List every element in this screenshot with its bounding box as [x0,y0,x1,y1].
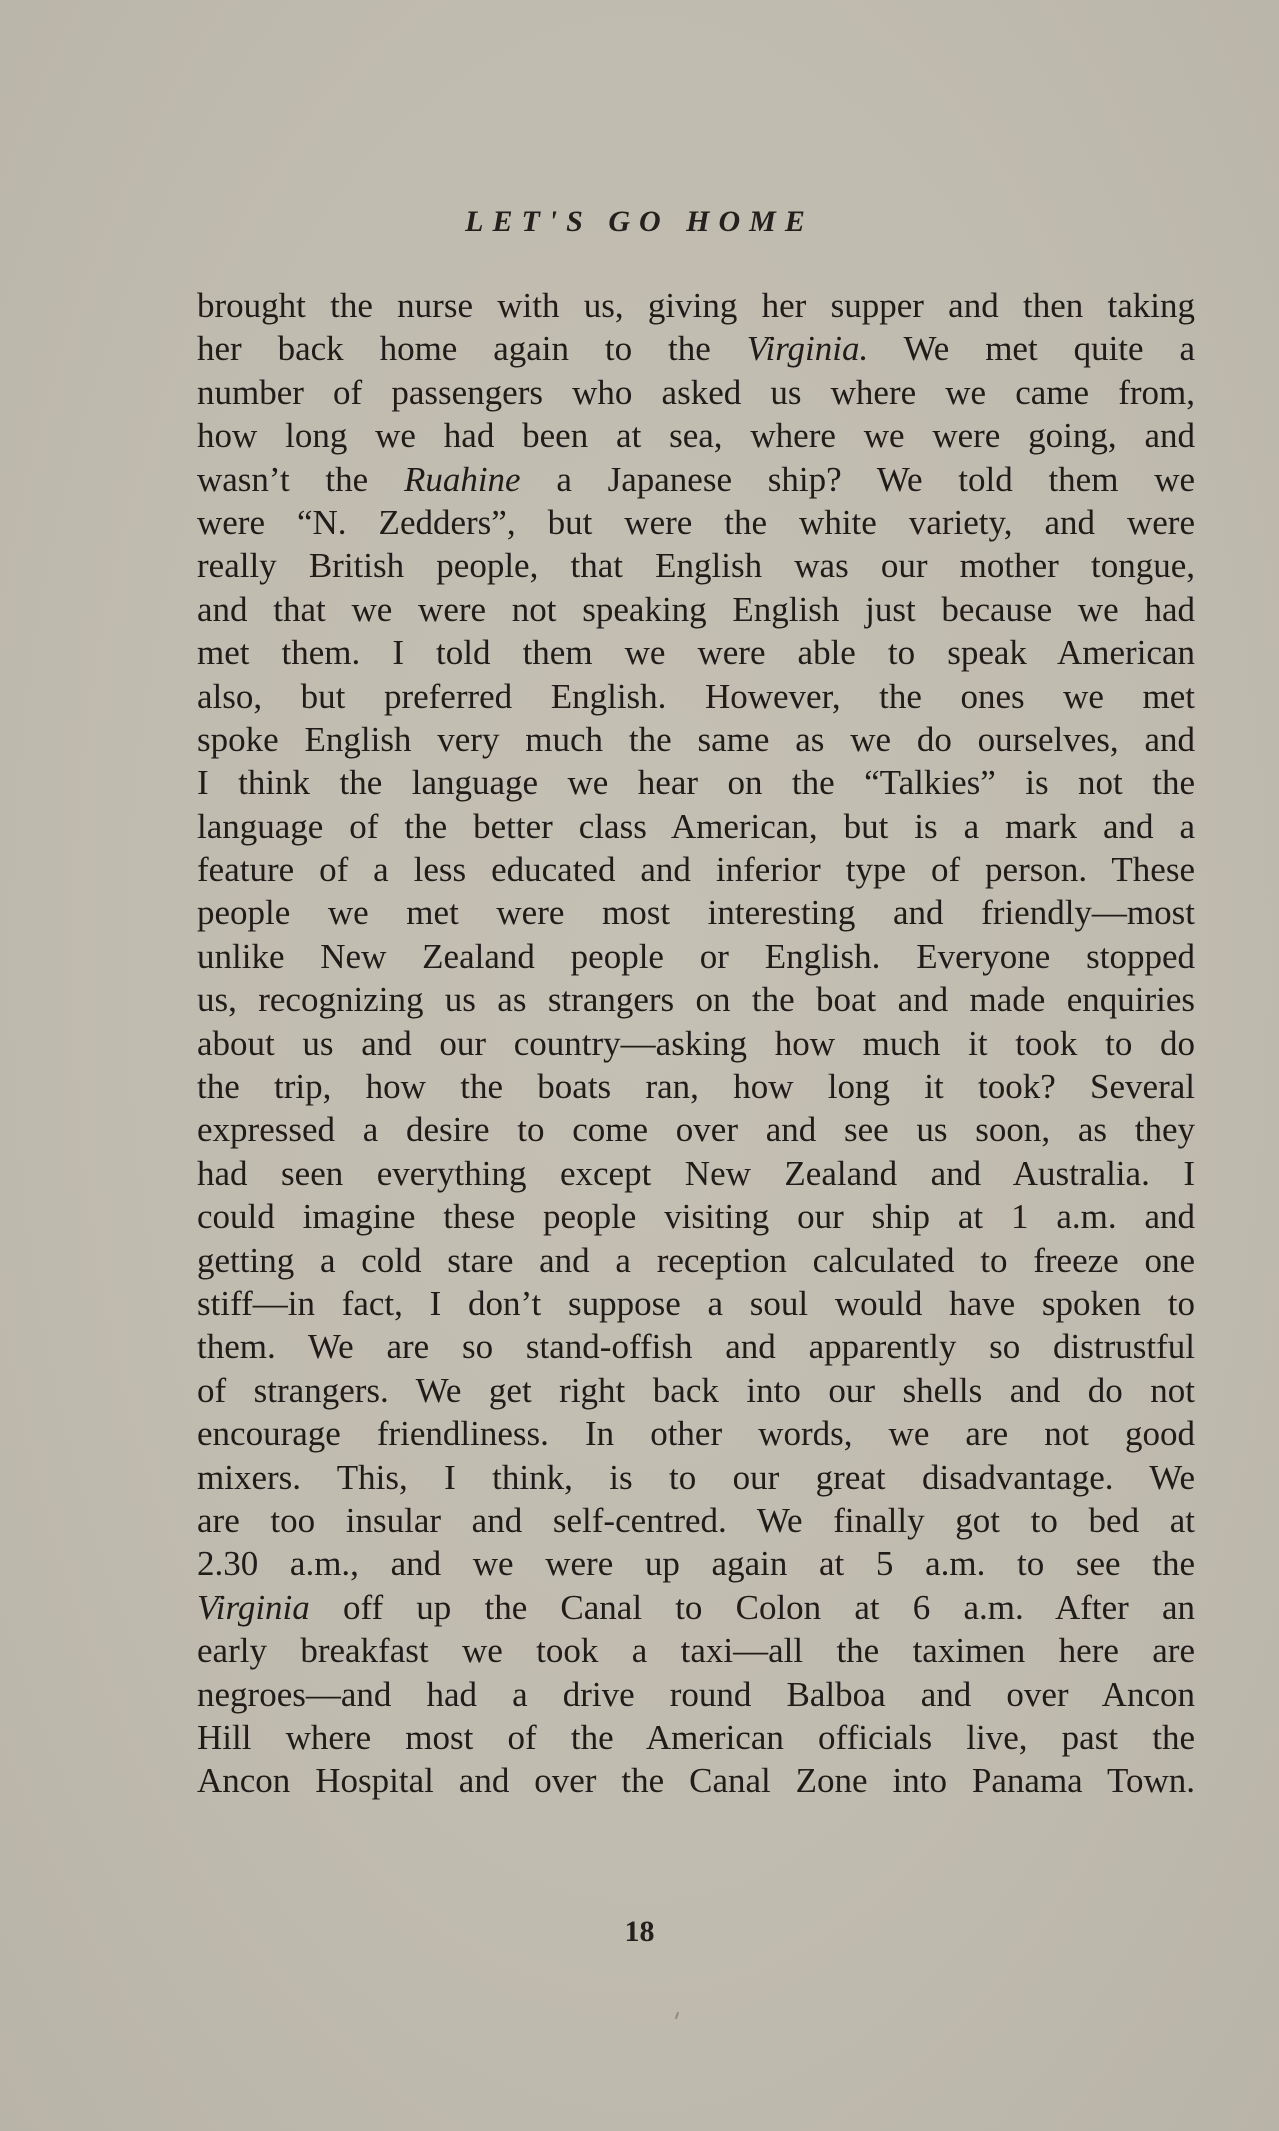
text-line [197,718,1195,761]
text-line [197,284,1195,327]
text-line [197,848,1195,891]
text-segment: met them. I told them we were able to speak American [197,633,1195,673]
text-segment: stiff—in fact, I don’t suppose a soul would have spoken to [197,1283,1195,1323]
text-segment: mixers. This, I think, is to our great disadvantage. We [197,1457,1195,1497]
text-segment: feature of a less educated and inferior type of person. These [197,850,1195,890]
text-line [197,1759,1195,1802]
text-line [197,544,1195,587]
text-line [197,935,1195,978]
text-line [197,588,1195,631]
text-segment: really British people, that English was our mother tongue, [197,546,1195,586]
text-line [197,458,1195,501]
text-line [197,978,1195,1021]
text-line [197,1152,1195,1195]
text-line [197,1412,1195,1455]
text-segment: expressed a desire to come over and see us soon, as they [197,1110,1195,1150]
text-line [197,1195,1195,1238]
text-segment: people we met were most interesting and friendly—most [197,893,1195,933]
body-text [197,284,1195,1803]
text-segment: I think the language we hear on the “Talkies” is not the [197,763,1195,803]
text-line [197,631,1195,674]
text-segment: language of the better class American, but is a mark and a [197,806,1195,846]
text-segment: her back home again to the [197,329,747,369]
text-line [197,1542,1195,1585]
text-segment: getting a cold stare and a reception calculated to freeze one [197,1240,1195,1280]
text-line [197,1065,1195,1108]
text-line [197,1325,1195,1368]
text-line [197,675,1195,718]
text-segment: wasn’t the [197,459,404,499]
text-segment: number of passengers who asked us where we came from, [197,372,1195,412]
text-line [197,414,1195,457]
text-line [197,1282,1195,1325]
text-segment: how long we had been at sea, where we were going, and [197,416,1195,456]
text-segment: a Japanese ship? We told them we [520,459,1195,499]
text-line [197,1673,1195,1716]
text-segment: early breakfast we took a taxi—all the taximen here are [197,1631,1195,1671]
text-line [197,1499,1195,1542]
text-line [197,501,1195,544]
text-segment: about us and our country—asking how much it took to do [197,1023,1195,1063]
text-line [197,891,1195,934]
text-segment: brought the nurse with us, giving her supper and then taking [197,286,1195,325]
text-line [197,327,1195,370]
text-segment: unlike New Zealand people or English. Everyone stopped [197,936,1195,976]
text-segment: are too insular and self-centred. We finally got to bed at [197,1500,1195,1540]
text-segment: spoke English very much the same as we do ourselves, and [197,719,1195,759]
text-line [197,1022,1195,1065]
text-line [197,1456,1195,1499]
text-line [197,371,1195,414]
text-line [197,1716,1195,1759]
italic-text: Virginia. [746,329,869,369]
text-segment: also, but preferred English. However, the ones we met [197,676,1195,716]
text-line [197,1586,1195,1629]
text-segment: had seen everything except New Zealand and Australia. I [197,1153,1195,1193]
text-line [197,1369,1195,1412]
text-segment: Ancon Hospital and over the Canal Zone into Panama Town. [197,1761,1195,1801]
text-segment: and that we were not speaking English just because we had [197,589,1195,629]
italic-text: Virginia [197,1587,310,1627]
text-line [197,761,1195,804]
text-segment: of strangers. We get right back into our shells and do not [197,1370,1195,1410]
text-segment: encourage friendliness. In other words, we are not good [197,1414,1195,1454]
text-segment: We met quite a [868,329,1195,369]
text-segment: off up the Canal to Colon at 6 a.m. After an [309,1587,1195,1627]
text-segment: us, recognizing us as strangers on the boat and made enquiries [197,980,1195,1020]
running-head: LET'S GO HOME [465,205,814,238]
paper-speck [675,2012,679,2019]
text-segment: could imagine these people visiting our ship at 1 a.m. and [197,1197,1195,1237]
text-line [197,1108,1195,1151]
text-line [197,805,1195,848]
text-segment: negroes—and had a drive round Balboa and over Ancon [197,1674,1195,1714]
text-line [197,1629,1195,1672]
page-number: 18 [624,1915,655,1948]
text-segment: them. We are so stand-offish and apparently so distrustful [197,1327,1195,1367]
text-segment: were “N. Zedders”, but were the white variety, and were [197,502,1195,542]
italic-text: Ruahine [403,459,521,499]
text-segment: Hill where most of the American officials live, past the [197,1717,1195,1757]
text-segment: the trip, how the boats ran, how long it took? Several [197,1067,1195,1107]
text-line [197,1239,1195,1282]
text-segment: 2.30 a.m., and we were up again at 5 a.m. to see the [197,1544,1195,1584]
